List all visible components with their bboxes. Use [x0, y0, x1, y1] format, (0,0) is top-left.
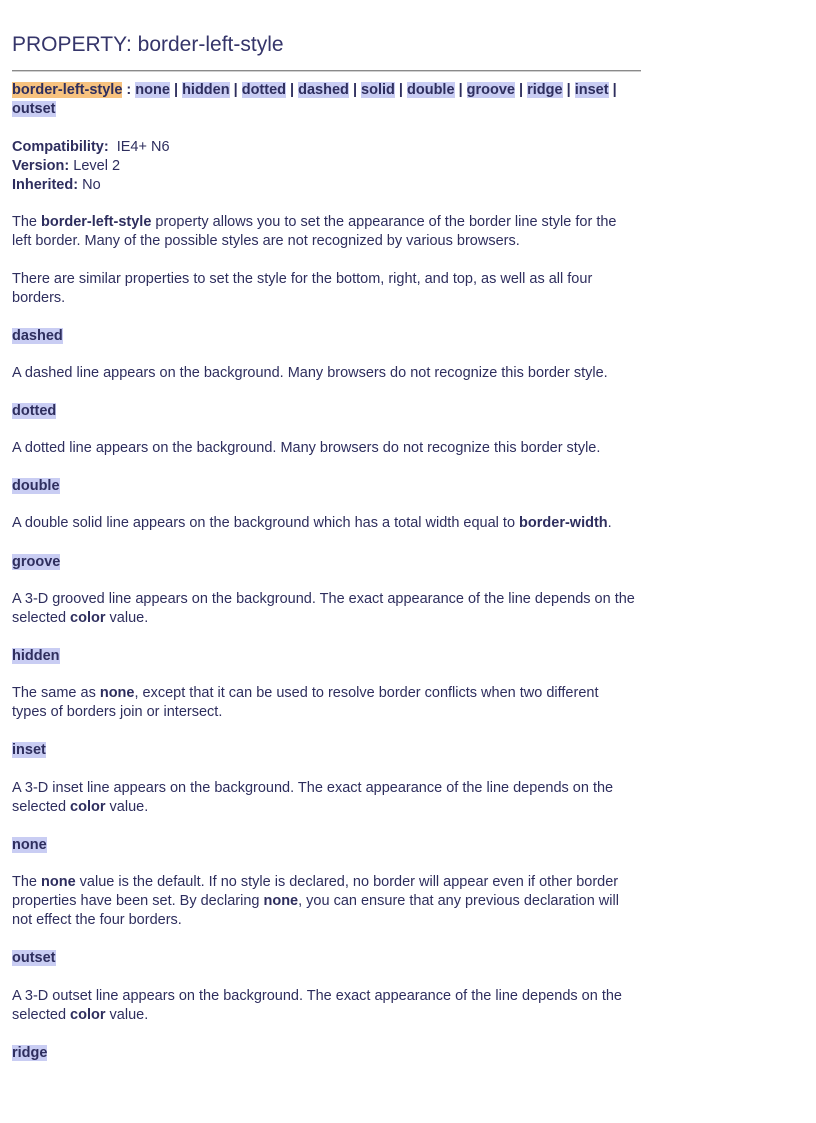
section-text-double: A double solid line appears on the background which has a total width equal to border-width. [12, 515, 612, 531]
related-properties-paragraph: There are similar properties to set the style for the bottom, right, and top, as well as all four borders. [12, 271, 593, 306]
value-link-inset[interactable]: inset [574, 82, 609, 98]
syntax-colon: : [126, 82, 132, 98]
section-heading-groove: groove [12, 554, 61, 570]
section-heading-inset: inset [12, 742, 46, 758]
inherited-label: Inherited: [12, 177, 79, 193]
property-name-bold: border-left-style [41, 214, 152, 230]
version-label: Version: [12, 158, 70, 174]
syntax-separator: | [566, 82, 571, 98]
section-heading-outset: outset [12, 950, 56, 966]
section-text-dotted: A dotted line appears on the background. Many browsers do not recognize this border style. [12, 440, 601, 456]
syntax-separator: | [398, 82, 403, 98]
intro-paragraph: The border-left-style property allows you to set the appearance of the border line style for the left border. Many of the possible styles are not recognized by various browsers. [12, 214, 617, 249]
section-text-outset: A 3-D outset line appears on the background. The exact appearance of the line depends on the selected color value. [12, 988, 622, 1023]
value-link-groove[interactable]: groove [466, 82, 515, 98]
section-heading-ridge: ridge [12, 1045, 48, 1061]
compatibility-label: Compatibility: [12, 139, 109, 155]
section-heading-dashed: dashed [12, 328, 63, 344]
section-text-hidden: The same as none, except that it can be used to resolve border conflicts when two different types of borders join or intersect. [12, 685, 599, 720]
value-link-outset[interactable]: outset [12, 101, 56, 117]
section-heading-dotted: dotted [12, 403, 57, 419]
section-text-inset: A 3-D inset line appears on the background. The exact appearance of the line depends on the selected color value. [12, 780, 614, 815]
title-divider [12, 70, 641, 72]
section-text-groove: A 3-D grooved line appears on the background. The exact appearance of the line depends on the selected color value. [12, 591, 635, 626]
value-link-double[interactable]: double [407, 82, 455, 98]
meta-info [12, 138, 637, 195]
inherited-value: No [82, 177, 101, 193]
section-heading-double: double [12, 478, 60, 494]
value-link-dotted[interactable]: dotted [241, 82, 287, 98]
syntax-separator: | [290, 82, 295, 98]
syntax-separator: | [519, 82, 524, 98]
section-text-none: The none value is the default. If no style is declared, no border will appear even if other border properties have been set. By declaring none, you can ensure that any previous declaration will not effect the four borders. [12, 874, 619, 928]
value-link-ridge[interactable]: ridge [527, 82, 563, 98]
version-row [12, 157, 637, 176]
section-text-dashed: A dashed line appears on the background. Many browsers do not recognize this border style. [12, 365, 608, 381]
syntax-property-link[interactable]: border-left-style [12, 82, 123, 98]
value-link-none[interactable]: none [135, 82, 170, 98]
syntax-separator: | [612, 82, 617, 98]
syntax-separator: | [233, 82, 238, 98]
value-link-dashed[interactable]: dashed [298, 82, 349, 98]
syntax-line [12, 81, 637, 119]
section-heading-none: none [12, 837, 47, 853]
syntax-separator: | [458, 82, 463, 98]
compatibility-row [12, 138, 637, 157]
value-link-hidden[interactable]: hidden [182, 82, 230, 98]
syntax-separator: | [352, 82, 357, 98]
syntax-separator: | [173, 82, 179, 98]
section-heading-hidden: hidden [12, 648, 60, 664]
value-link-solid[interactable]: solid [361, 82, 395, 98]
page-title: PROPERTY: border-left-style [12, 33, 284, 56]
inherited-row [12, 176, 637, 195]
version-value: Level 2 [73, 158, 121, 174]
compatibility-value: IE4+ N6 [116, 139, 170, 155]
